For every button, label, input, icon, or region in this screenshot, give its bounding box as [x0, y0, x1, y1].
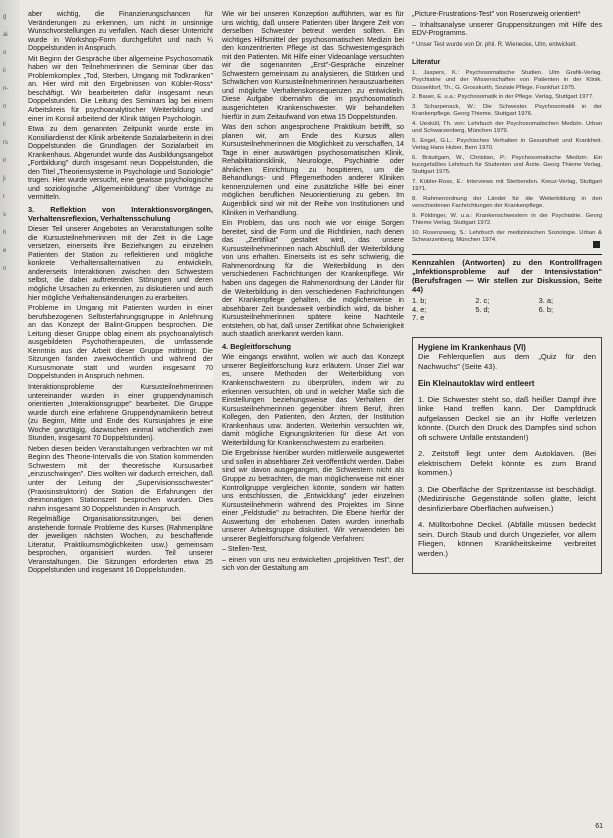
section-heading: 4. Begleitforschung	[222, 341, 291, 351]
gutter-fragment: s	[3, 212, 6, 218]
gutter-fragment: ir	[3, 158, 7, 164]
literature-item: 5. Engel, G.L.: Psychisches Verhalten in Gesundheit und Krankheit. Verlag Hans Huber, Bern 1970.	[412, 137, 602, 152]
footnote: * Unser Test wurde von Dr. phil. R. Wienecke, Ulm, entwickelt.	[412, 41, 577, 48]
hygiene-item: 2. Zeitstoff liegt unter dem Autoklaven. (Bei elektrischem Defekt könnte es zum Brand kommen.)	[418, 449, 596, 478]
answer: 7. e	[412, 313, 425, 323]
literature-item: 2. Bauer, E. u.a.: Psychosomatik in der Pflege. Verlag, Stuttgart 1977.	[412, 94, 594, 101]
answer: 1. b;	[412, 295, 427, 305]
hygiene-box	[412, 337, 602, 575]
paragraph: Mit Beginn der Gespräche über allgemeine Psychosomatik haben wir den Teilnehmerinnen die Seminar über das Problemkomplex „Tod, Sterben, Umgang mit Todkranken" an. Hier wird mit den Ergebnissen von Kübler-Ross* beschäftigt. Wir bearbeiteten dafür insgesamt neun Doppelstunden. Die Leitung des Seminars lag bei einem Arbeitskreis für psychoanalytischer Weiterbildung und einer im Konsil arbeitend der Klinik tätigen Psychologin.	[28, 54, 213, 123]
gutter-fragment: o	[3, 50, 7, 56]
literature-item: 4. Uexküll, Th. von: Lehrbuch der Psychosomatischen Medizin. Urban und Schwarzenberg, München 1979.	[412, 120, 602, 135]
hygiene-item: 3. Die Oberfläche der Spritzentasse ist beschädigt. (Medizinische Gegenstände sollen glatte, leicht desinfizierbare Oberflächen aufweisen.)	[418, 484, 596, 513]
gutter-fragment: r	[3, 194, 5, 200]
paragraph: – Inhaltsanalyse unserer Gruppensitzungen mit Hilfe des EDV-Programms.	[412, 20, 602, 38]
hygiene-subtitle: Die Fehlerquellen aus dem „Quiz für den Nachwuchs" (Seite 43).	[418, 352, 596, 371]
page-number: 61	[595, 823, 603, 830]
literature-heading: Literatur	[412, 58, 441, 66]
paragraph: Interaktionsprobleme der Kursusteilnehmerinnen untereinander wurden in einer gruppendynamisch orientierten „Interaktionsgruppe" bearbeitet. Die Gruppe wurde durch eine erfahrene Gruppendynamikerin betreut (zu Beginn, Mitte und Ende des Kursusjahres je eine Woche ganztägig, dazwischen einmal wöchentlich zwei Stunden, insgesamt 70 Doppelstunden).	[28, 382, 213, 443]
section-heading: 3. Reflektion von Interaktionsvorgängen, Verhaltensreflexion, Verhaltensschulung	[28, 205, 213, 223]
gutter-fragment: e	[3, 248, 7, 254]
column-middle	[222, 10, 404, 820]
paragraph: aber wichtig, die Finanzierungschancen für Veränderungen zu erkennen, um nicht in unsinnige Wunschvorstellungen zu verfallen. Nach dieser Unterricht wurde in Workshop-Form durchgeführt und nach ¼ Doppelstunden in Anspruch.	[28, 10, 213, 53]
list-item: – einen von uns neu entwickelten „projektiven Test", der sich von der Gestaltung am	[222, 555, 404, 573]
paragraph: Dieser Teil unserer Angebotes an Veranstaltungen sollte die Kursusteilnehmerinnen mit der Zeit in die Lage versetzen, einerseits ihre Beziehungen zu einzelnen Patienten der Station zu reflektieren und mögliche konkrete Verhaltensalternativen zu entwickeln, andererseits Interaktionen zwischen den Schwestern selbst, die dabei auftretenden Störungen und deren mögliche Ursachen zu erkennen, zu diskutieren und auch hier mögliche Verhaltensänderungen zu erarbeiten.	[28, 225, 213, 302]
gutter-fragment: ai	[3, 32, 8, 38]
answer: 2. c;	[475, 295, 490, 305]
literature-item: 7. Kübler-Ross, E.: Interviews mit Sterbenden. Kreuz-Verlag, Stuttgart 1971.	[412, 178, 602, 193]
paragraph: „Picture-Frustrations-Test" von Rosenzweig orientiert*	[412, 10, 581, 18]
paragraph: Probleme im Umgang mit Patienten wurden in einer berufsbezogenen Selbsterfahrungsgruppe in Anlehnung an das Konzept der Balint-Gruppen besprochen. Die Leitung dieser Gruppe oblag einem als psychoanalytisch ausgebildeten Psychotherapeuten, die umfassende Kenntnis aus der Arbeit dieser Gruppe mitbringt. Die Sitzungen fanden zweiwöchentlich und während der Kursusmonate statt und wurden insgesamt 70 Doppelstunden in Anspruch nehmen.	[28, 304, 213, 381]
paragraph: Etwa zu dem genannten Zeitpunkt wurde erste im Konsiliardienst der Klinik arbeitende Sozialarbeiterin in drei Doppelstunden die Grundlagen der Sozialarbeit im Krankenhaus. Abgerundet wurde das Ausbildungsangebot „Fortbildung" durch insgesamt neun Doppelstunden, die den Titel „Theoriensysteme in Psychologie und Soziologie" trugen. Hier wurde versucht, eine gewisse psychologische und soziologische „Allgemeinbildung" über Vorträge zu vermitteln.	[28, 125, 213, 202]
answer: 6. b;	[538, 304, 554, 314]
page-gutter	[0, 0, 20, 838]
paragraph: Neben diesen beiden Veranstaltungen verbrachten wir mit Beginn des Theorie-Intervalls die von Station kommenden Schwestern mit der theoretische Kursusarbeit „einzuschwingen". Dies wollten wir dadurch erreichen, daß unter der Leitung der „Supervisionsschwester" (Praxisinstruktorin) der Station die Erfahrungen der dreimonatigen Stationszeit besprochen wurden. Dies nahm insgesamt 30 Doppelstunden in Anspruch.	[28, 444, 213, 513]
column-right	[412, 10, 602, 830]
list-item: – Stellen-Test,	[222, 545, 267, 554]
gutter-fragment: h	[3, 230, 7, 236]
paragraph: Wie eingangs erwähnt, wollen wir auch das Konzept unserer Begleitforschung kurz erläutern. Unser Ziel war es, unsere Methoden der Weiterbildung von Krankenschwestern zu überprüfen, indem wir zu erkennen versuchten, ob und in welcher Maße sich die Einstellungen beziehungsweise das Verhalten der Kursusteilnehmerinnen gegenüber ihrem Beruf, ihren Kollegen, den Patienten, den Ärzten, der Institution Krankenhaus usw. änderten. Weiterhin versuchten wir, damit mögliche Eignungskriterien für diese Art von Weiterbildung für Krankenschwestern zu erarbeiten.	[222, 353, 404, 447]
gutter-fragment: n	[3, 104, 7, 110]
literature-item: 1. Jaspers, K.: Psychosomatische Studien. Ulm Grafik-Verlag. Psychiatrie und der Wissenschaften von Patienten in der Klinik. Düsseldorf, Th., G. Grosskurth, Soziale Pflege. Frankfurt 1975.	[412, 70, 602, 91]
paragraph: Die Ergebnisse hierüber wurden mittlerweile ausgewertet und sollen in absehbarer Zeit veröffentlicht werden. Dabei sind wir davon ausgegangen, die Schwestern nicht als Gruppe zu betrachten, die man möglicherweise mit einer Kontrollgruppe vergleichen könnte, sondern wir hatten uns entschlossen, die „Entwicklung" jeder einzelnen Kursusteilnehmerin während des Projektes im Sinne einer „Feldstudie" zu betrachten. Die Ebene hierfür der Auswertung der erhobenen Daten wurden innerhalb unserer Arbeitsgruppe diskutiert. Wir verwendeten bei unserer Begleitforschung folgende Verfahren:	[222, 449, 404, 543]
literature-item: 10. Rosenzweig, S.: Lehrbuch der medizinischen Soziologie. Urban & Schwarzenberg, München 1974.	[412, 229, 602, 243]
hygiene-item: 1. Die Schwester steht so, daß heißer Dampf ihre linke Hand treffen kann. Der Dampfdruck aufgelassen Deckel sie an ihr Hoffe verletzen könnte. (Durch den Druck des Dampfes sind schon oft schwere Unfälle entstanden!)	[418, 394, 596, 442]
paragraph: Was den schon angesprochene Praktikum betrifft, so planen wir, am Ende des Kursus allen Kursusteilnehmerinnen die Möglichkeit zu verschaffen, 14 Tage in einer auswärtigen psychosomatischen Klinik, Rehabilitationsklinik, Neurologie, Psychiatrie oder ähnlichen Einrichtung zu hospitieren, um die Behandlungs- und Pflegemethoden anderer Kliniken kennenzulernen und eine zusätzliche Hilfe bei einer möglichen beruflichen Neuorientierung zu geben. Im Augenblick sind wir mit der Reihe von Institutionen und Kliniken in Verhandlung.	[222, 123, 404, 217]
answer: 4. e;	[412, 304, 427, 314]
paragraph: Ein Problem, das uns noch wie vor einige Sorgen bereitet, sind die Form und die Richtlinien, nach denen das „Zertifikat" gestaltet wird, das unsere Kursusteilnehmerinnen nach Abschluß der Weiterbildung von uns erhalten. Einerseits ist es sehr schwierig, die Rahmenordnung für die Weiterbildung in den verschiedenen Fachrichtungen der Krankenpflege. Wir haben uns dagegen die Rahmenordnung der Länder für die Weiterbildung in den verschiedenen Fachrichtungen der Krankenpflege gehalten, die möglicherweise in absehbarer Zeit bundesweit verbindlich wird, da bisher Kursusteilnehmerinnen spätere keine Nachteile entstehen, ob hat, daß unser Zertifikat ohne Schwierigkeit auch staatlich anerkannt werden kann.	[222, 219, 404, 339]
literature-list	[412, 70, 602, 244]
hygiene-heading: Ein Kleinautoklav wird entleert	[418, 379, 535, 389]
answer-grid	[412, 297, 602, 323]
literature-item: 9. Pöldinger, W. u.a.: Krankenschwestern in der Psychiatrie. Georg Thieme Verlag, Stuttgart 1972.	[412, 212, 602, 226]
literature-item: 6. Bräutigam, W., Christian, P.: Psychosomatische Medizin. Ein kurzgefaßtes Lehrbuch für Studenten und Ärzte. Georg Thieme Verlag, Stuttgart 1975.	[412, 154, 602, 176]
paragraph: Regelmäßige Organisationssitzungen, bei denen anstehende formale Probleme des Kurses (Rahmenpläne der jeweiligen nächsten Wochen, zu beschaffende Literatur, Praktikumsmöglichkeiten usw.) gemeinsam besprochen, organisiert wurden. Teil unserer Veranstaltungen. Die Sitzungen erforderten etwa 25 Doppelstunden und insgesamt 16 Doppelstunden.	[28, 515, 213, 575]
gutter-fragment: n	[3, 266, 7, 272]
column-left	[28, 10, 213, 820]
gutter-fragment: ii	[3, 68, 6, 74]
literature-item: 8. Rahmenordnung der Länder für die Weiterbildung in den verschiedenen Fachrichtungen der Krankenpflege.	[412, 195, 602, 209]
gutter-fragment: g	[3, 14, 7, 20]
answer: 3. a;	[538, 295, 554, 305]
end-marker	[593, 241, 600, 248]
paragraph: Wie wir bei unseren Konzeption aufführten, war es für uns wichtig, daß unsere Patienten über längere Zeit von derselben Schwester betreut werden sollten. Ein wichtiges Hilfsmittel der psychosomatischen Medizin bei den konzentrierten Pflege ist das Schwesterngespräch mit den Patienten. Mit Hilfe einer Videoanlage versuchten wir die sogenannten „Erst"-Gespräche einzelner Schwestern gemeinsam zu analysieren, die Stärken und Schwächen von Kursusteilnehmerinnen herauszuarbeiten und mögliche Verhaltenskonsequenzen zu entwickeln. Diese Aufgabe übernahm die im psychosomatisch ausgerichteten Krankenschwester. Wir behandelten hierfür in zum Zeitaufwand von etwa 15 Doppelstunden.	[222, 10, 404, 121]
gutter-fragment: n-	[3, 86, 9, 92]
answer-key-title: Kennzahlen (Antworten) zu den Kontrollfragen „Infektionsprobleme auf der Intensivstation" (Berufsfragen — Wir stellen zur Diskussion, Seite 44)	[412, 257, 602, 294]
answer: 5. d;	[475, 304, 490, 314]
literature-item: 3. Scharpenack, W.: Die Schwester. Psychosomatik in der Krankenpflege. Georg Thieme, Stuttgart 1976.	[412, 104, 602, 118]
hygiene-item: 4. Mülltorbohne Deckel. (Abfälle müssen bedeckt sein. Durch Staub und durch Ungeziefer, vor allem Fliegen, können Krankheitskeime verbreitet werden.)	[418, 520, 596, 558]
answer-key-box	[412, 254, 602, 323]
gutter-fragment: li	[3, 122, 6, 128]
gutter-fragment: ji	[3, 176, 6, 182]
gutter-fragment: rs	[3, 140, 8, 146]
hygiene-title: Hygiene im Krankenhaus (VI)	[418, 342, 526, 352]
